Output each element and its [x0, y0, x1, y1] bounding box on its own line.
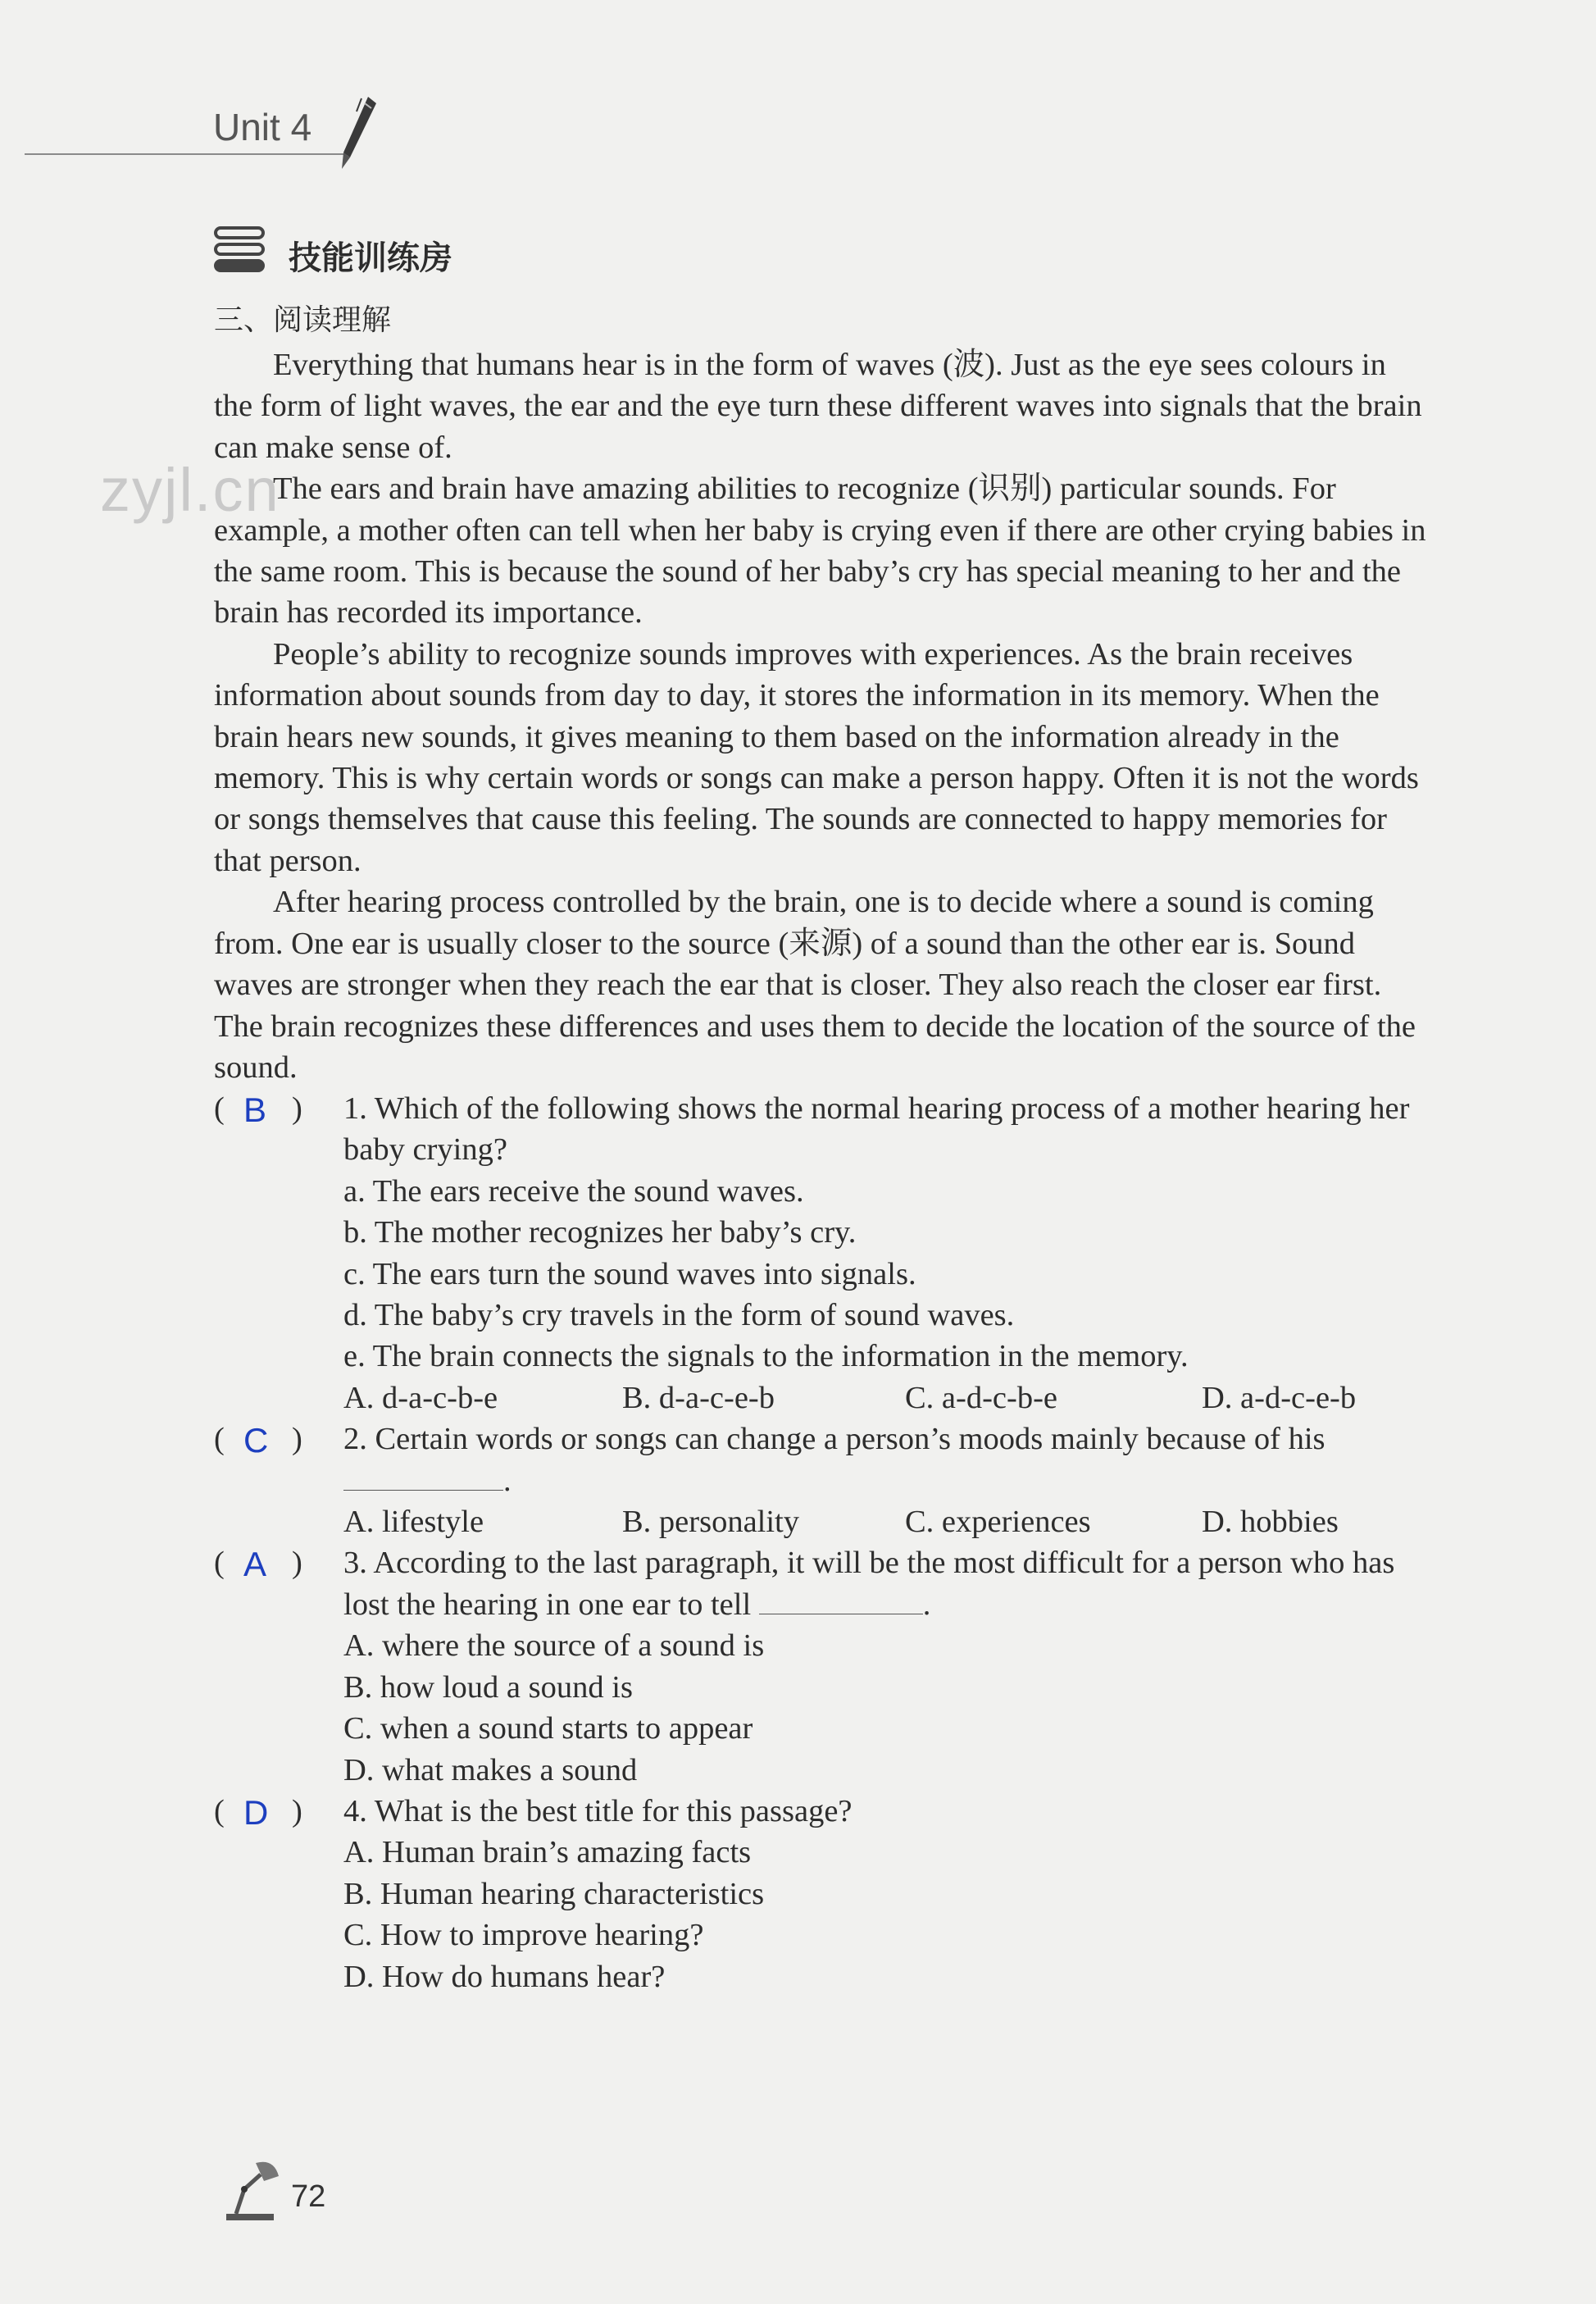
pen-icon: [332, 92, 381, 174]
option: C. when a sound starts to appear: [343, 1711, 753, 1746]
paragraph: The ears and brain have amazing abilities to recognize (识别) particular sounds. For example, a mother often can tell when her baby is crying even if there are other crying babies in the same room. This is because the sound of her baby’s cry has special meaning to her and the brain has recorded its importance.: [214, 471, 1426, 631]
step-item: b. The mother recognizes her baby’s cry.: [343, 1215, 857, 1250]
option: B. Human hearing characteristics: [343, 1876, 765, 1911]
answer-bracket-close: ): [292, 1793, 302, 1828]
answer-mark: A: [243, 1545, 267, 1584]
question-stem-text: 2. Certain words or songs can change a person’s moods mainly because of his: [343, 1422, 1325, 1457]
option: C. experiences: [905, 1505, 1091, 1540]
option: D. hobbies: [1202, 1505, 1339, 1540]
option: C. How to improve hearing?: [343, 1918, 704, 1953]
option-row: [343, 1501, 1427, 1542]
step-item: a. The ears receive the sound waves.: [343, 1173, 804, 1209]
answer-bracket-open: (: [214, 1546, 225, 1581]
answer-mark: C: [243, 1421, 269, 1460]
answer-blank: [343, 1460, 503, 1491]
question-4: [214, 1791, 1427, 1997]
question-2: [214, 1418, 1427, 1542]
option: A. lifestyle: [343, 1505, 484, 1540]
stack-icon: [214, 226, 266, 274]
question-stem: 4. What is the best title for this passage?: [343, 1793, 853, 1828]
answer-bracket-open: (: [214, 1422, 225, 1457]
option-list: [343, 1625, 1427, 1791]
question-list: [214, 1088, 1427, 1997]
option: B. d-a-c-e-b: [622, 1380, 775, 1415]
answer-bracket-close: ): [292, 1546, 302, 1581]
subsection-title: 三、阅读理解: [214, 303, 392, 336]
question-3: [214, 1542, 1427, 1790]
answer-mark: D: [243, 1792, 269, 1832]
question-stem-text: 3. According to the last paragraph, it will be the most difficult for a person who has lost the hearing in one ear to tell: [343, 1546, 1395, 1622]
option: B. how loud a sound is: [343, 1669, 633, 1705]
question-stem: [343, 1418, 1327, 1501]
option: B. personality: [622, 1505, 799, 1540]
step-item: c. The ears turn the sound waves into signals.: [343, 1256, 916, 1291]
unit-title: Unit 4: [213, 106, 312, 148]
answer-blank: [759, 1584, 923, 1614]
option-row: [343, 1377, 1427, 1418]
option: D. How do humans hear?: [343, 1959, 666, 1994]
answer-bracket-open: (: [214, 1091, 225, 1126]
stem-end: .: [503, 1463, 512, 1498]
paragraph: Everything that humans hear is in the form of waves (波). Just as the eye sees colours in the form of light waves, the ear and the eye turn these different waves into signals that the brain can make sense of.: [214, 348, 1422, 465]
header-divider: [25, 153, 348, 155]
stem-end: .: [922, 1587, 931, 1622]
question-stem: 1. Which of the following shows the normal hearing process of a mother hearing her baby crying?: [343, 1091, 1410, 1168]
question-stem: [343, 1542, 1427, 1625]
option-list: [343, 1832, 1427, 1997]
page-number: 72: [291, 2179, 326, 2214]
option: A. Human brain’s amazing facts: [343, 1835, 752, 1870]
answer-mark: B: [243, 1091, 267, 1129]
option: A. d-a-c-b-e: [343, 1380, 498, 1415]
section-title: 技能训练房: [289, 240, 452, 276]
paragraph: People’s ability to recognize sounds improves with experiences. As the brain receives information about sounds from day to day, it stores the information in its memory. When the brain hears new sounds, it gives meaning to them based on the information already in the memory. This is why certain words or songs can make a person happy. Often it is not the words or songs themselves that cause this feeling. The sounds are connected to happy memories for that person.: [214, 636, 1419, 878]
step-list: [343, 1171, 1427, 1377]
step-item: d. The baby’s cry travels in the form of sound waves.: [343, 1298, 1015, 1333]
desk-lamp-icon: [220, 2156, 285, 2224]
answer-bracket-close: ): [292, 1422, 302, 1457]
option: D. what makes a sound: [343, 1752, 638, 1787]
question-1: [214, 1088, 1427, 1418]
option: A. where the source of a sound is: [343, 1628, 765, 1664]
step-item: e. The brain connects the signals to the information in the memory.: [343, 1339, 1189, 1374]
option: C. a-d-c-b-e: [905, 1380, 1057, 1415]
watermark: zyjl.cn: [100, 456, 280, 524]
answer-bracket-close: ): [292, 1091, 302, 1126]
answer-bracket-open: (: [214, 1793, 225, 1828]
paragraph: After hearing process controlled by the brain, one is to decide where a sound is coming from. One ear is usually closer to the source (来源) of a sound than the other ear is. Sound waves are stronger when they reach the ear that is closer. They also reach the closer ear first. The brain recognizes these differences and uses them to decide the location of the source of the sound.: [214, 885, 1416, 1085]
reading-passage: [214, 344, 1427, 1088]
option: D. a-d-c-e-b: [1202, 1380, 1357, 1415]
